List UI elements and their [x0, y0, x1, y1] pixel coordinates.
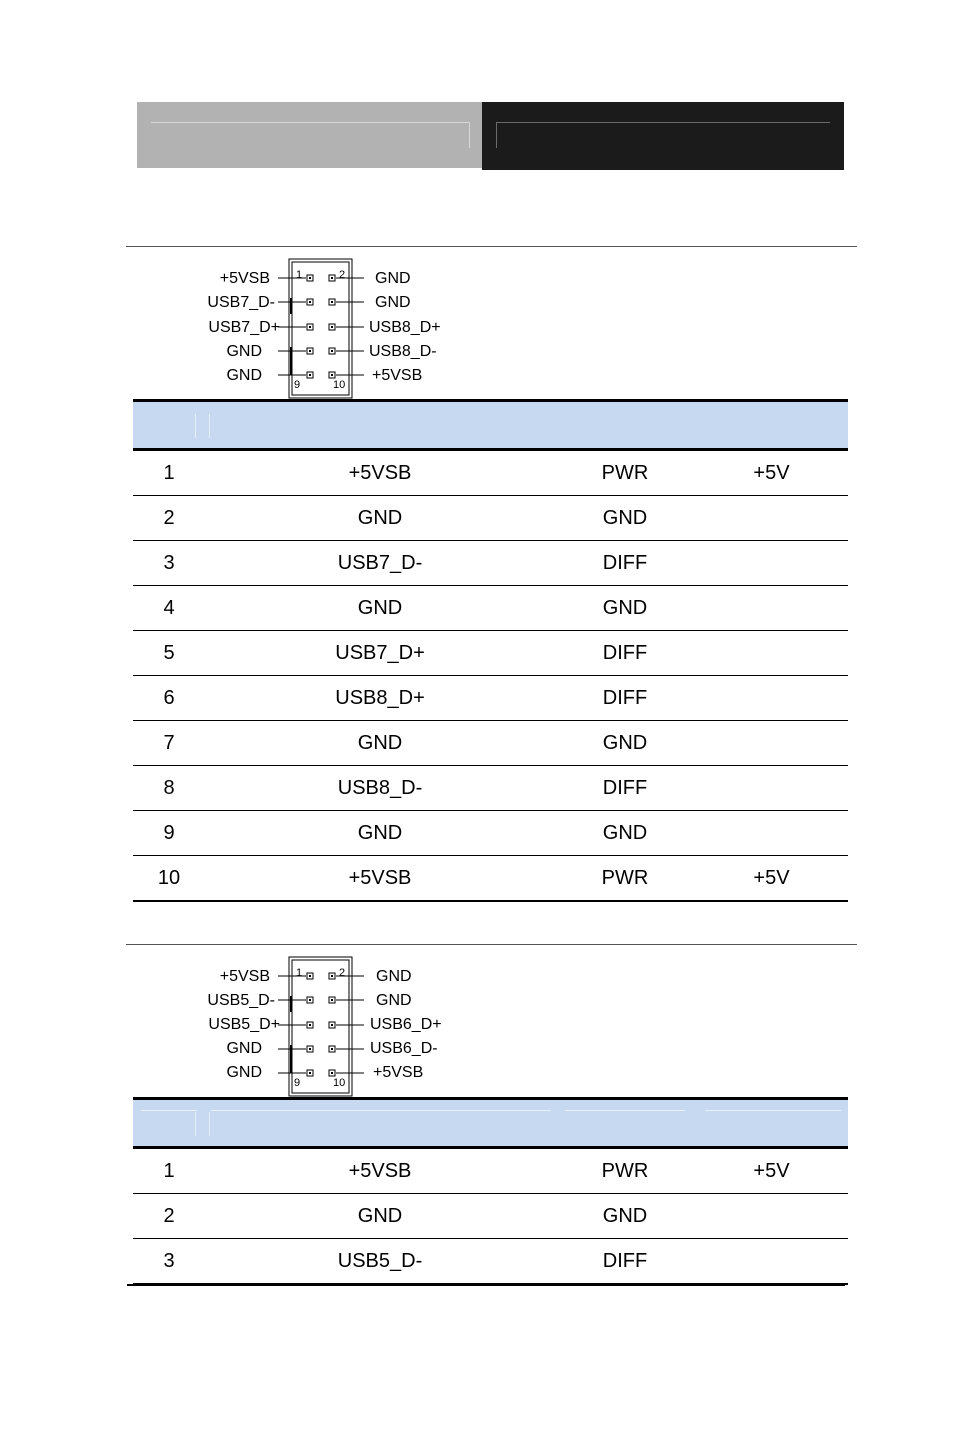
signal-level-cell: +5V: [695, 856, 848, 902]
pin-label-right-1: GND: [375, 270, 411, 287]
signal-name-cell: USB5_D-: [205, 1239, 555, 1285]
pin-assignment-table: [133, 1097, 848, 1285]
pin-number-cell: 3: [133, 1239, 205, 1285]
table-header-cell: [555, 401, 695, 450]
pin-dot: [309, 1024, 311, 1026]
table-row: [133, 856, 848, 902]
pin-mark-9: 9: [294, 1077, 301, 1089]
signal-type-cell: GND: [555, 721, 695, 766]
pin-number-cell: 9: [133, 811, 205, 856]
signal-name-cell: GND: [205, 586, 555, 631]
signal-level-cell: +5V: [695, 450, 848, 496]
table-row: [133, 1148, 848, 1194]
pin-mark-10: 10: [333, 379, 346, 391]
pin-dot: [331, 999, 333, 1001]
section-divider: [126, 944, 857, 945]
signal-name-cell: USB7_D+: [205, 631, 555, 676]
pin-dot: [331, 1048, 333, 1050]
signal-name-cell: +5VSB: [205, 1148, 555, 1194]
header-left-block: [137, 102, 482, 168]
signal-name-cell: USB7_D-: [205, 541, 555, 586]
table-header-cell: [133, 1099, 205, 1148]
pin-number-cell: 8: [133, 766, 205, 811]
pin-dot: [309, 975, 311, 977]
pin-mark-10: 10: [333, 1077, 346, 1089]
signal-type-cell: DIFF: [555, 676, 695, 721]
pin-number-cell: 6: [133, 676, 205, 721]
pin-number-cell: 1: [133, 1148, 205, 1194]
pin-label-right-2: GND: [376, 992, 412, 1009]
signal-type-cell: GND: [555, 811, 695, 856]
signal-level-cell: [695, 631, 848, 676]
signal-type-cell: PWR: [555, 1148, 695, 1194]
pin-label-right-2: GND: [375, 294, 411, 311]
table-row: [133, 1194, 848, 1239]
page-header-banner: [137, 102, 844, 170]
pin-number-cell: 4: [133, 586, 205, 631]
pin-label-left-2: USB5_D-: [207, 992, 275, 1009]
signal-type-cell: GND: [555, 496, 695, 541]
signal-type-cell: PWR: [555, 450, 695, 496]
pin-dot: [331, 301, 333, 303]
signal-level-cell: [695, 676, 848, 721]
pin-dot: [309, 277, 311, 279]
signal-type-cell: GND: [555, 586, 695, 631]
section-divider: [126, 246, 857, 247]
pin-label-left-1: +5VSB: [219, 270, 270, 287]
pin-mark-9: 9: [294, 379, 301, 391]
signal-type-cell: DIFF: [555, 766, 695, 811]
signal-level-cell: [695, 1194, 848, 1239]
pin-mark-2: 2: [339, 269, 346, 281]
signal-name-cell: USB8_D+: [205, 676, 555, 721]
signal-type-cell: PWR: [555, 856, 695, 902]
signal-name-cell: GND: [205, 721, 555, 766]
signal-level-cell: [695, 721, 848, 766]
pin-number-cell: 2: [133, 1194, 205, 1239]
pin-dot: [331, 277, 333, 279]
signal-type-cell: DIFF: [555, 1239, 695, 1285]
pin-number-cell: 2: [133, 496, 205, 541]
table-row: [133, 766, 848, 811]
table-row: [133, 450, 848, 496]
table-row: [133, 1239, 848, 1285]
pin-dot: [331, 975, 333, 977]
pin-label-right-1: GND: [376, 968, 412, 985]
pin-number-cell: 7: [133, 721, 205, 766]
pin-label-right-5: +5VSB: [373, 1064, 424, 1081]
table-row: [133, 721, 848, 766]
page-bottom-rule: [127, 1284, 845, 1286]
table-row: [133, 496, 848, 541]
pin-dot: [309, 1048, 311, 1050]
signal-level-cell: [695, 766, 848, 811]
signal-type-cell: GND: [555, 1194, 695, 1239]
pin-label-right-4: USB8_D-: [369, 343, 437, 360]
table-header-row: [133, 1099, 848, 1148]
pin-label-left-2: USB7_D-: [207, 294, 275, 311]
pin-dot: [309, 999, 311, 1001]
pin-mark-1: 1: [296, 967, 303, 979]
table-header-cell: [205, 401, 555, 450]
pin-dot: [309, 374, 311, 376]
signal-type-cell: DIFF: [555, 631, 695, 676]
pin-label-left-3: USB5_D+: [208, 1016, 280, 1033]
pin-label-left-3: USB7_D+: [208, 319, 280, 336]
pin-dot: [331, 350, 333, 352]
pin-label-right-4: USB6_D-: [370, 1040, 438, 1057]
table-header-row: [133, 401, 848, 450]
signal-name-cell: USB8_D-: [205, 766, 555, 811]
table-row: [133, 541, 848, 586]
header-right-block: [482, 102, 844, 170]
signal-level-cell: +5V: [695, 1148, 848, 1194]
table-header-cell: [695, 1099, 848, 1148]
pin-label-left-5: GND: [226, 367, 262, 384]
table-header-cell: [695, 401, 848, 450]
pin-label-left-5: GND: [226, 1064, 262, 1081]
signal-type-cell: DIFF: [555, 541, 695, 586]
connector-pinout-diagram: [190, 956, 470, 1098]
signal-level-cell: [695, 586, 848, 631]
signal-name-cell: GND: [205, 1194, 555, 1239]
table-header-cell: [133, 401, 205, 450]
connector-pinout-diagram: [190, 258, 470, 400]
pin-dot: [309, 350, 311, 352]
pin-label-right-5: +5VSB: [372, 367, 423, 384]
pin-label-right-3: USB6_D+: [370, 1016, 442, 1033]
pin-dot: [331, 326, 333, 328]
signal-name-cell: GND: [205, 496, 555, 541]
table-header-cell: [555, 1099, 695, 1148]
signal-level-cell: [695, 541, 848, 586]
pin-number-cell: 1: [133, 450, 205, 496]
table-header-cell: [205, 1099, 555, 1148]
pin-mark-2: 2: [339, 967, 346, 979]
pin-label-left-1: +5VSB: [219, 968, 270, 985]
signal-name-cell: +5VSB: [205, 450, 555, 496]
table-row: [133, 586, 848, 631]
pin-mark-1: 1: [296, 269, 303, 281]
pin-dot: [309, 326, 311, 328]
pin-label-left-4: GND: [226, 343, 262, 360]
pin-dot: [331, 1024, 333, 1026]
table-row: [133, 676, 848, 721]
pin-dot: [309, 301, 311, 303]
signal-level-cell: [695, 496, 848, 541]
signal-level-cell: [695, 811, 848, 856]
pin-number-cell: 10: [133, 856, 205, 902]
signal-name-cell: +5VSB: [205, 856, 555, 902]
pin-number-cell: 3: [133, 541, 205, 586]
pin-dot: [309, 1072, 311, 1074]
pin-label-left-4: GND: [226, 1040, 262, 1057]
table-row: [133, 631, 848, 676]
signal-name-cell: GND: [205, 811, 555, 856]
signal-level-cell: [695, 1239, 848, 1285]
pin-assignment-table: [133, 399, 848, 902]
pin-label-right-3: USB8_D+: [369, 319, 441, 336]
table-row: [133, 811, 848, 856]
pin-number-cell: 5: [133, 631, 205, 676]
